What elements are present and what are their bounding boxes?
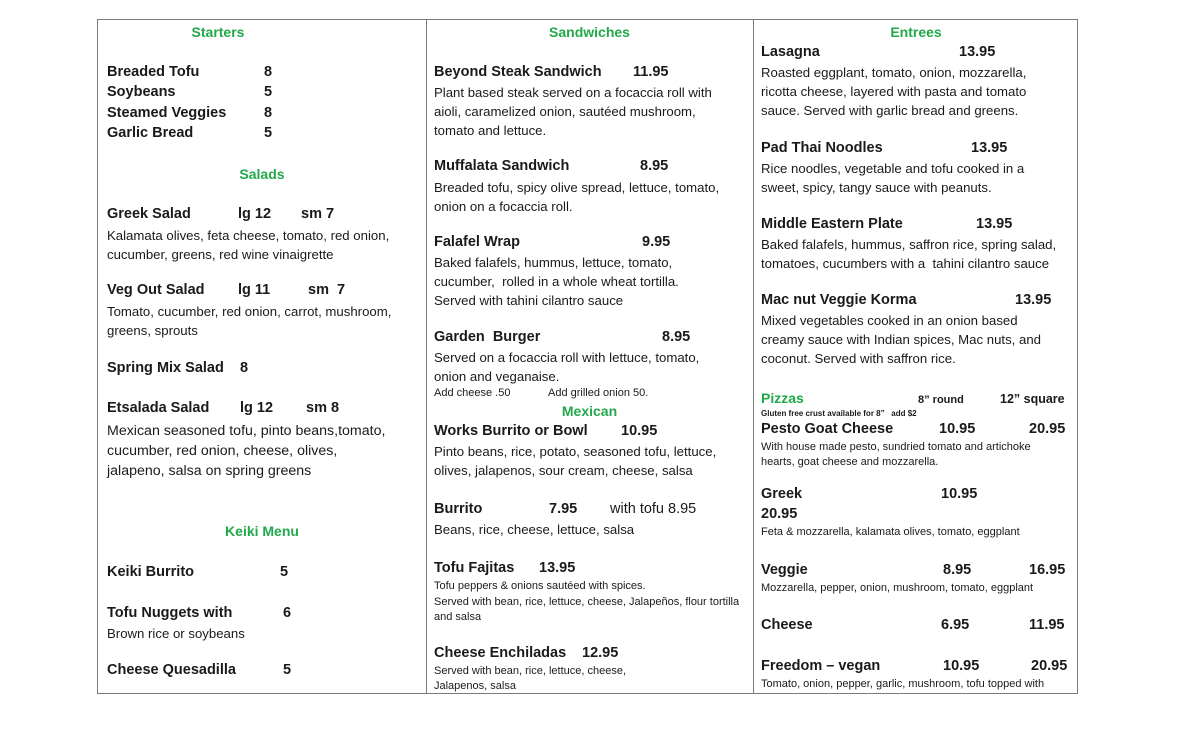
- menu-item-name: Steamed Veggies: [107, 105, 227, 121]
- menu-item-price: 13.95: [1015, 292, 1052, 308]
- menu-item-description: Served with bean, rice, lettuce, cheese,: [434, 665, 626, 677]
- menu-item-price: 8.95: [662, 329, 691, 345]
- addon-text: Add grilled onion 50.: [548, 387, 649, 399]
- menu-item-description: Rice noodles, vegetable and tofu cooked in a: [761, 161, 1025, 176]
- pizzas-heading: Pizzas: [761, 390, 804, 406]
- menu-sheet: [97, 19, 1078, 694]
- menu-item-description: greens, sprouts: [107, 323, 198, 338]
- right-column: [753, 20, 1079, 693]
- gluten-free-note: Gluten free crust available for 8” add $2: [761, 409, 917, 418]
- menu-item-description: ricotta cheese, layered with pasta and tomato: [761, 84, 1027, 99]
- menu-item-description: Roasted eggplant, tomato, onion, mozzarella,: [761, 65, 1027, 80]
- menu-item-description: onion and veganaise.: [434, 369, 560, 384]
- menu-item-price: 7.95: [549, 501, 578, 517]
- menu-item-description: With house made pesto, sundried tomato and artichoke: [761, 441, 1031, 453]
- menu-item-price: sm 7: [308, 282, 346, 298]
- menu-item-description: aioli, caramelized onion, sautéed mushroom,: [434, 104, 696, 119]
- salads-heading: Salads: [239, 166, 285, 182]
- menu-item-name: Tofu Nuggets with: [107, 605, 233, 621]
- menu-item-name: Beyond Steak Sandwich: [434, 64, 602, 80]
- pizza-price-round: 8.95: [943, 562, 972, 578]
- menu-item-price: sm 8: [306, 400, 340, 416]
- starters-heading: Starters: [191, 24, 245, 40]
- pizza-price-square: 20.95: [1029, 421, 1066, 437]
- menu-item-price: 5: [283, 662, 292, 678]
- menu-item-name: Works Burrito or Bowl: [434, 423, 588, 439]
- menu-item-price: lg 12: [240, 400, 274, 416]
- menu-item-name: Veggie: [761, 562, 808, 578]
- menu-item-description: Baked falafels, hummus, saffron rice, spring salad,: [761, 237, 1057, 252]
- menu-item-name: Soybeans: [107, 84, 176, 100]
- menu-item-description: Mixed vegetables cooked in an onion based: [761, 313, 1018, 328]
- menu-item-price: 13.95: [959, 44, 996, 60]
- pizza-size-round-header: 8” round: [918, 394, 964, 406]
- menu-item-description: tomatoes, cucumbers with a tahini cilantro sauce: [761, 256, 1050, 271]
- menu-item-price: 11.95: [633, 64, 669, 80]
- menu-item-description: creamy sauce with Indian spices, Mac nuts, and: [761, 332, 1042, 347]
- menu-item-price: 8: [264, 64, 273, 80]
- menu-item-price: 5: [264, 125, 273, 141]
- menu-item-name: Garlic Bread: [107, 125, 194, 141]
- menu-item-name: Greek: [761, 486, 803, 502]
- menu-item-name: Freedom – vegan: [761, 658, 881, 674]
- menu-item-price: 8: [240, 360, 249, 376]
- menu-item-name: Falafel Wrap: [434, 234, 520, 250]
- menu-item-name: Burrito: [434, 501, 483, 517]
- menu-item-name: Greek Salad: [107, 206, 191, 222]
- menu-item-description: Kalamata olives, feta cheese, tomato, red onion,: [107, 228, 390, 243]
- menu-item-name: Cheese Enchiladas: [434, 645, 567, 661]
- menu-item-description: Tomato, onion, pepper, garlic, mushroom, tofu topped with: [761, 678, 1045, 690]
- menu-item-description: sauce. Served with garlic bread and greens.: [761, 103, 1019, 118]
- menu-item-extra-price: with tofu 8.95: [610, 501, 697, 517]
- menu-item-description: jalapeno, salsa on spring greens: [107, 463, 312, 479]
- menu-item-name: Cheese Quesadilla: [107, 662, 236, 678]
- menu-item-name: Etsalada Salad: [107, 400, 210, 416]
- pizza-price-round: 10.95: [943, 658, 980, 674]
- menu-item-price: 6: [283, 605, 292, 621]
- menu-item-name: Breaded Tofu: [107, 64, 200, 80]
- menu-item-description: Served with tahini cilantro sauce: [434, 293, 624, 308]
- menu-item-description: Tofu peppers & onions sautéed with spices.: [434, 580, 646, 592]
- menu-item-description: olives, jalapenos, sour cream, cheese, salsa: [434, 463, 693, 478]
- menu-item-description: Tomato, cucumber, red onion, carrot, mushroom,: [107, 304, 392, 319]
- menu-item-description: Mozzarella, pepper, onion, mushroom, tomato, eggplant: [761, 582, 1034, 594]
- menu-item-description: Served on a focaccia roll with lettuce, tomato,: [434, 350, 700, 365]
- menu-item-name: Pesto Goat Cheese: [761, 421, 894, 437]
- menu-item-price: lg 12: [238, 206, 272, 222]
- menu-item-description: Jalapenos, salsa: [434, 680, 516, 692]
- pizza-price-square: 11.95: [1029, 617, 1065, 633]
- menu-item-name: Cheese: [761, 617, 813, 633]
- menu-item-price: 8: [264, 105, 273, 121]
- menu-item-description: cucumber, red onion, cheese, olives,: [107, 443, 338, 459]
- menu-item-price: 12.95: [582, 645, 619, 661]
- pizza-price-square: 20.95: [1031, 658, 1068, 674]
- menu-item-price: lg 11: [238, 282, 271, 298]
- menu-item-description: hearts, goat cheese and mozzarella.: [761, 456, 939, 468]
- menu-item-name: Lasagna: [761, 44, 820, 60]
- menu-item-name: Mac nut Veggie Korma: [761, 292, 917, 308]
- menu-item-name: Keiki Burrito: [107, 564, 195, 580]
- menu-item-name: Tofu Fajitas: [434, 560, 515, 576]
- menu-item-description: cucumber, greens, red wine vinaigrette: [107, 247, 334, 262]
- menu-item-name: Pad Thai Noodles: [761, 140, 883, 156]
- menu-item-price: 13.95: [971, 140, 1008, 156]
- mexican-heading: Mexican: [561, 403, 618, 419]
- keiki-heading: Keiki Menu: [225, 523, 299, 539]
- menu-item-price: 10.95: [621, 423, 658, 439]
- menu-item-name: Muffalata Sandwich: [434, 158, 570, 174]
- menu-item-price: 5: [264, 84, 273, 100]
- pizza-price-round: 10.95: [941, 486, 978, 502]
- menu-item-description: onion on a focaccia roll.: [434, 199, 573, 214]
- menu-item-description: tomato and lettuce.: [434, 123, 547, 138]
- pizza-price-square: 16.95: [1029, 562, 1066, 578]
- menu-item-name: Garden Burger: [434, 329, 541, 345]
- left-column: [98, 20, 426, 693]
- addon-text: Add cheese .50: [434, 387, 511, 399]
- pizza-price-square: 20.95: [761, 506, 798, 522]
- menu-item-price: sm 7: [301, 206, 335, 222]
- menu-item-name: Veg Out Salad: [107, 282, 205, 298]
- menu-item-description: and salsa: [434, 611, 482, 623]
- menu-item-description: sweet, spicy, tangy sauce with peanuts.: [761, 180, 992, 195]
- menu-item-description: Served with bean, rice, lettuce, cheese, Jalapeños, flour tortilla: [434, 596, 740, 608]
- entrees-heading: Entrees: [890, 24, 942, 40]
- menu-item-price: 5: [280, 564, 289, 580]
- menu-item-description: Plant based steak served on a focaccia roll with: [434, 85, 712, 100]
- menu-item-price: 8.95: [640, 158, 669, 174]
- menu-item-description: Feta & mozzarella, kalamata olives, tomato, eggplant: [761, 526, 1020, 538]
- middle-column: [426, 20, 753, 693]
- menu-item-price: 13.95: [976, 216, 1013, 232]
- menu-item-name: Middle Eastern Plate: [761, 216, 903, 232]
- pizza-size-square-header: 12” square: [1000, 392, 1065, 406]
- pizza-price-round: 10.95: [939, 421, 976, 437]
- menu-item-description: Baked falafels, hummus, lettuce, tomato,: [434, 255, 673, 270]
- menu-item-price: 13.95: [539, 560, 576, 576]
- pizza-price-round: 6.95: [941, 617, 970, 633]
- menu-item-description: Breaded tofu, spicy olive spread, lettuce, tomato,: [434, 180, 720, 195]
- menu-item-description: Mexican seasoned tofu, pinto beans,tomato,: [107, 423, 386, 439]
- sandwiches-heading: Sandwiches: [549, 24, 630, 40]
- menu-item-description: Beans, rice, cheese, lettuce, salsa: [434, 522, 635, 537]
- menu-item-description: Pinto beans, rice, potato, seasoned tofu, lettuce,: [434, 444, 717, 459]
- menu-item-name: Spring Mix Salad: [107, 360, 224, 376]
- menu-item-description: cucumber, rolled in a whole wheat tortilla.: [434, 274, 679, 289]
- menu-item-description: Brown rice or soybeans: [107, 626, 245, 641]
- menu-item-description: coconut. Served with saffron rice.: [761, 351, 956, 366]
- menu-item-price: 9.95: [642, 234, 671, 250]
